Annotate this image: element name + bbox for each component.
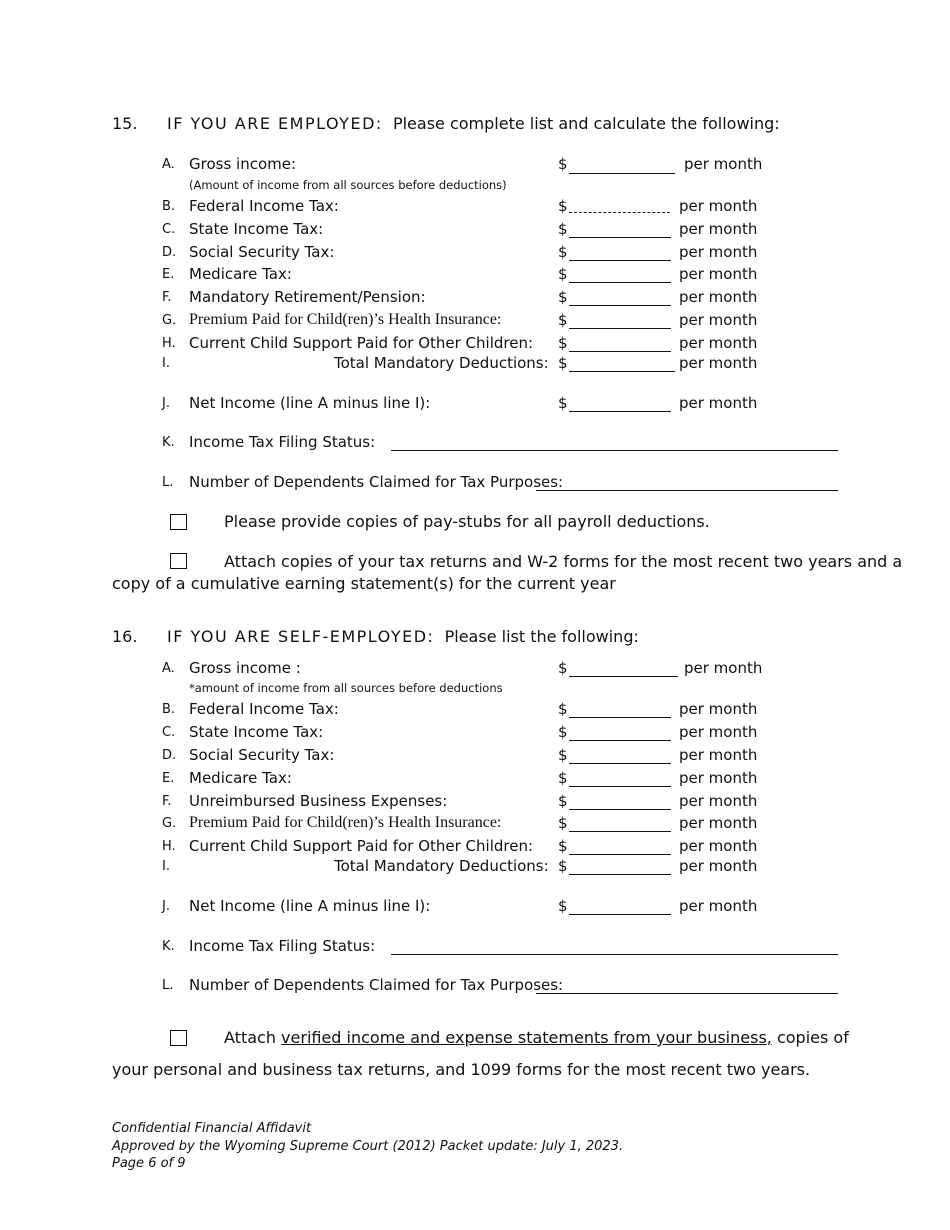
section-heading bbox=[167, 114, 780, 133]
total-deductions-field[interactable] bbox=[569, 874, 671, 875]
item-label: Number of Dependents Claimed for Tax Purposes: bbox=[189, 473, 564, 491]
currency-symbol: $ bbox=[558, 897, 568, 915]
checkbox-label-start: Attach bbox=[224, 1028, 282, 1047]
medicare-tax-field[interactable] bbox=[569, 786, 671, 787]
unit-label: per month bbox=[679, 723, 758, 741]
dependents-field[interactable] bbox=[536, 993, 838, 994]
unit-label: per month bbox=[679, 897, 758, 915]
item-label: Premium Paid for Child(ren)’s Health Insurance: bbox=[189, 814, 502, 831]
unit-label: per month bbox=[679, 334, 758, 352]
item-label: Gross income: bbox=[189, 155, 297, 173]
item-label: Medicare Tax: bbox=[189, 265, 292, 283]
health-insurance-field[interactable] bbox=[569, 328, 671, 329]
currency-symbol: $ bbox=[558, 659, 568, 677]
section-number: 15. bbox=[112, 114, 138, 133]
currency-symbol: $ bbox=[558, 220, 568, 238]
unit-label: per month bbox=[679, 220, 758, 238]
business-statements-checkbox[interactable] bbox=[170, 1030, 187, 1046]
net-income-field[interactable] bbox=[569, 411, 671, 412]
item-label: Net Income (line A minus line I): bbox=[189, 897, 431, 915]
net-income-field[interactable] bbox=[569, 914, 671, 915]
checkbox-label bbox=[224, 1028, 849, 1047]
social-security-tax-field[interactable] bbox=[569, 260, 671, 261]
section-heading-caps: IF YOU ARE EMPLOYED: bbox=[167, 114, 383, 133]
currency-symbol: $ bbox=[558, 769, 568, 787]
item-letter: G. bbox=[162, 313, 177, 328]
item-label: Income Tax Filing Status: bbox=[189, 937, 376, 955]
item-label: Current Child Support Paid for Other Children: bbox=[189, 837, 534, 855]
total-deductions-field[interactable] bbox=[569, 371, 675, 372]
item-label: Unreimbursed Business Expenses: bbox=[189, 792, 448, 810]
unit-label: per month bbox=[679, 814, 758, 832]
currency-symbol: $ bbox=[558, 723, 568, 741]
currency-symbol: $ bbox=[558, 700, 568, 718]
currency-symbol: $ bbox=[558, 288, 568, 306]
item-letter: D. bbox=[162, 245, 177, 260]
unit-label: per month bbox=[679, 265, 758, 283]
gross-income-field[interactable] bbox=[569, 676, 678, 677]
currency-symbol: $ bbox=[558, 334, 568, 352]
item-label: Total Mandatory Deductions: bbox=[334, 354, 549, 372]
unit-label: per month bbox=[679, 394, 758, 412]
item-letter: B. bbox=[162, 702, 176, 717]
item-note: *amount of income from all sources before deductions bbox=[189, 681, 503, 695]
currency-symbol: $ bbox=[558, 197, 568, 215]
item-letter: F. bbox=[162, 290, 172, 305]
section-heading bbox=[167, 627, 639, 646]
checkbox-label: Attach copies of your tax returns and W-2 forms for the most recent two years and a bbox=[224, 552, 903, 571]
unit-label: per month bbox=[679, 792, 758, 810]
unit-label: per month bbox=[679, 197, 758, 215]
state-income-tax-field[interactable] bbox=[569, 740, 671, 741]
footer-page-number: Page 6 of 9 bbox=[112, 1156, 186, 1171]
item-label: Social Security Tax: bbox=[189, 243, 335, 261]
currency-symbol: $ bbox=[558, 394, 568, 412]
checkbox-label: Please provide copies of pay-stubs for all payroll deductions. bbox=[224, 512, 710, 531]
item-letter: L. bbox=[162, 978, 174, 993]
item-label: Gross income : bbox=[189, 659, 301, 677]
item-label: Federal Income Tax: bbox=[189, 197, 339, 215]
item-letter: H. bbox=[162, 839, 176, 854]
currency-symbol: $ bbox=[558, 746, 568, 764]
unit-label: per month bbox=[679, 288, 758, 306]
item-label: Mandatory Retirement/Pension: bbox=[189, 288, 426, 306]
unit-label: per month bbox=[679, 746, 758, 764]
item-label: Income Tax Filing Status: bbox=[189, 433, 376, 451]
item-note: (Amount of income from all sources before deductions) bbox=[189, 178, 507, 192]
item-letter: E. bbox=[162, 771, 175, 786]
social-security-tax-field[interactable] bbox=[569, 763, 671, 764]
item-letter: H. bbox=[162, 336, 176, 351]
filing-status-field[interactable] bbox=[391, 450, 838, 451]
item-letter: A. bbox=[162, 157, 175, 172]
item-label: Medicare Tax: bbox=[189, 769, 292, 787]
item-letter: E. bbox=[162, 267, 175, 282]
unit-label: per month bbox=[684, 155, 763, 173]
state-income-tax-field[interactable] bbox=[569, 237, 671, 238]
paystubs-checkbox[interactable] bbox=[170, 514, 187, 530]
checkbox-label-underlined: verified income and expense statements from your business, bbox=[281, 1028, 772, 1047]
item-label: Net Income (line A minus line I): bbox=[189, 394, 431, 412]
currency-symbol: $ bbox=[558, 243, 568, 261]
currency-symbol: $ bbox=[558, 792, 568, 810]
item-letter: L. bbox=[162, 475, 174, 490]
item-letter: K. bbox=[162, 435, 175, 450]
checkbox-label-continued: your personal and business tax returns, and 1099 forms for the most recent two years. bbox=[112, 1060, 811, 1079]
item-letter: A. bbox=[162, 661, 175, 676]
item-label: Number of Dependents Claimed for Tax Purposes: bbox=[189, 976, 564, 994]
item-letter: C. bbox=[162, 222, 176, 237]
unit-label: per month bbox=[679, 857, 758, 875]
unit-label: per month bbox=[679, 354, 758, 372]
dependents-field[interactable] bbox=[536, 490, 838, 491]
tax-returns-checkbox[interactable] bbox=[170, 553, 187, 569]
item-letter: K. bbox=[162, 939, 175, 954]
section-heading-text: Please complete list and calculate the following: bbox=[392, 114, 780, 133]
item-letter: J. bbox=[162, 899, 170, 914]
unit-label: per month bbox=[679, 243, 758, 261]
checkbox-label-continued: copy of a cumulative earning statement(s) for the current year bbox=[112, 574, 616, 593]
federal-income-tax-field[interactable] bbox=[569, 717, 671, 718]
medicare-tax-field[interactable] bbox=[569, 282, 671, 283]
item-letter: F. bbox=[162, 794, 172, 809]
item-label: State Income Tax: bbox=[189, 220, 324, 238]
currency-symbol: $ bbox=[558, 311, 568, 329]
currency-symbol: $ bbox=[558, 837, 568, 855]
checkbox-label-end: copies of bbox=[771, 1028, 849, 1047]
currency-symbol: $ bbox=[558, 155, 568, 173]
item-letter: I. bbox=[162, 356, 170, 371]
business-expenses-field[interactable] bbox=[569, 809, 671, 810]
footer-title: Confidential Financial Affidavit bbox=[112, 1121, 312, 1136]
unit-label: per month bbox=[679, 769, 758, 787]
item-label: Premium Paid for Child(ren)’s Health Insurance: bbox=[189, 311, 502, 328]
item-label: State Income Tax: bbox=[189, 723, 324, 741]
item-letter: G. bbox=[162, 816, 177, 831]
item-letter: D. bbox=[162, 748, 177, 763]
currency-symbol: $ bbox=[558, 354, 568, 372]
footer-approval: Approved by the Wyoming Supreme Court (2012) Packet update: July 1, 2023. bbox=[112, 1139, 624, 1154]
gross-income-field[interactable] bbox=[569, 173, 675, 174]
health-insurance-field[interactable] bbox=[569, 831, 671, 832]
item-label: Total Mandatory Deductions: bbox=[334, 857, 549, 875]
unit-label: per month bbox=[679, 311, 758, 329]
section-heading-text: Please list the following: bbox=[444, 627, 639, 646]
section-heading-caps: IF YOU ARE SELF-EMPLOYED: bbox=[167, 627, 435, 646]
unit-label: per month bbox=[679, 837, 758, 855]
unit-label: per month bbox=[679, 700, 758, 718]
currency-symbol: $ bbox=[558, 857, 568, 875]
item-letter: C. bbox=[162, 725, 176, 740]
currency-symbol: $ bbox=[558, 814, 568, 832]
item-label: Social Security Tax: bbox=[189, 746, 335, 764]
filing-status-field[interactable] bbox=[391, 954, 838, 955]
item-label: Federal Income Tax: bbox=[189, 700, 339, 718]
item-letter: J. bbox=[162, 396, 170, 411]
item-label: Current Child Support Paid for Other Children: bbox=[189, 334, 534, 352]
currency-symbol: $ bbox=[558, 265, 568, 283]
child-support-field[interactable] bbox=[569, 351, 671, 352]
child-support-field[interactable] bbox=[569, 854, 671, 855]
federal-income-tax-field[interactable] bbox=[569, 212, 670, 213]
item-letter: B. bbox=[162, 199, 176, 214]
section-number: 16. bbox=[112, 627, 138, 646]
retirement-pension-field[interactable] bbox=[569, 305, 671, 306]
item-letter: I. bbox=[162, 859, 170, 874]
unit-label: per month bbox=[684, 659, 763, 677]
